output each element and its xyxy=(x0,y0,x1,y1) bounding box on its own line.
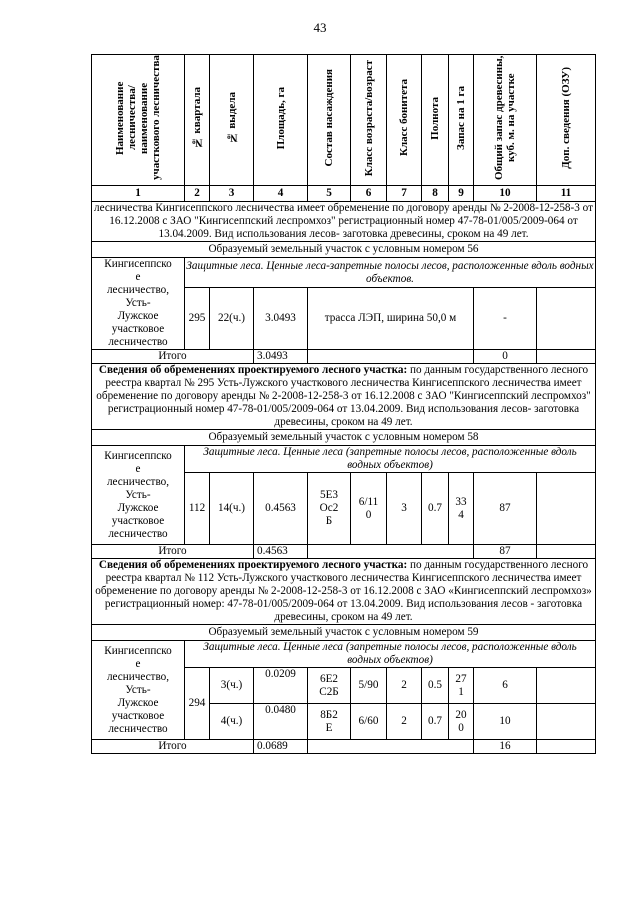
plot-58-extra xyxy=(537,473,596,545)
header-cell xyxy=(351,55,387,186)
column-number: 6 xyxy=(351,186,387,202)
plot-59-extra xyxy=(537,668,596,704)
plot-58-bonitet: 3 xyxy=(387,473,422,545)
plot-59-total-extra xyxy=(537,740,596,754)
header-extra-info: Доп. сведения (ОЗУ) xyxy=(560,67,572,169)
header-cell xyxy=(537,55,596,186)
plot-58-density: 0.7 xyxy=(422,473,449,545)
column-number: 11 xyxy=(537,186,596,202)
plot-59-total-empty xyxy=(308,740,474,754)
plot-58-total-empty xyxy=(308,545,474,559)
plot-59-area: 0.0209 xyxy=(254,668,308,704)
plot-59-total-stock: 6 xyxy=(474,668,537,704)
header-age-class: Класс возраста/возраст xyxy=(362,59,375,177)
plot-59-forestry-name: Кингисеппско е лесничество, Усть- Лужское участковое лесничество xyxy=(92,641,185,740)
continuation-row xyxy=(92,202,596,242)
header-forestry-name: Наименование лесничества/ наименование участкового лесничества xyxy=(114,55,162,181)
encumbrance-112 xyxy=(92,559,596,625)
plot-59-bonitet: 2 xyxy=(387,704,422,740)
plot-56-kvartal: 295 xyxy=(185,288,210,350)
plot-58-total-label: Итого xyxy=(92,545,254,559)
plot-58-forestry-name: Кингисеппско е лесничество, Усть- Лужское участковое лесничество xyxy=(92,446,185,545)
header-area: Площадь, га xyxy=(274,86,287,150)
page-number: 43 xyxy=(313,20,327,35)
header-vydel: № выдела xyxy=(225,92,238,144)
plot-56-vydel: 22(ч.) xyxy=(210,288,254,350)
plot-59-title-row xyxy=(92,625,596,641)
header-cell xyxy=(387,55,422,186)
plot-58-age: 6/11 0 xyxy=(351,473,387,545)
column-number-row xyxy=(92,186,596,202)
plot-56-total-stock-sum: 0 xyxy=(474,350,537,364)
plot-56-protection-row xyxy=(92,258,596,288)
column-number: 5 xyxy=(308,186,351,202)
encumbrance-112-row xyxy=(92,559,596,625)
header-cell xyxy=(449,55,474,186)
plot-59-vydel: 4(ч.) xyxy=(210,704,254,740)
plot-56-total-stock: - xyxy=(474,288,537,350)
plot-58-total-stock: 87 xyxy=(474,473,537,545)
header-density: Полнота xyxy=(429,96,441,140)
column-number: 2 xyxy=(185,186,210,202)
plot-58-area: 0.4563 xyxy=(254,473,308,545)
plot-56-area: 3.0493 xyxy=(254,288,308,350)
plot-56-forestry-name: Кингисеппско е лесничество, Усть- Лужское участковое лесничество xyxy=(92,258,185,350)
header-row xyxy=(92,55,596,186)
plot-58-title-row xyxy=(92,430,596,446)
plot-59-age: 6/60 xyxy=(351,704,387,740)
plot-59-total-stock-sum: 16 xyxy=(474,740,537,754)
encumbrance-295 xyxy=(92,364,596,430)
plot-59-total-stock: 10 xyxy=(474,704,537,740)
plot-58-total-area: 0.4563 xyxy=(254,545,308,559)
encumbrance-295-lead: Сведения об обременениях проектируемого лесного участка: xyxy=(98,364,408,376)
plot-56-total-row xyxy=(92,350,596,364)
plot-59-bonitet: 2 xyxy=(387,668,422,704)
plot-56-title: Образуемый земельный участок с условным номером 56 xyxy=(92,242,596,258)
plot-58-stock-per-ha: 33 4 xyxy=(449,473,474,545)
plot-59-kvartal: 294 xyxy=(185,668,210,740)
header-cell xyxy=(185,55,210,186)
header-cell xyxy=(210,55,254,186)
encumbrance-112-text: по данным государственного лесного реестра квартал № 112 Усть-Лужского участкового лесничества Кингисеппского лесничества имеет обременение по договору аренды № 2-2008-12-258-3 от 16.12.2008 с ЗАО «Кингисеппский леспромхоз» регистрационный номер: 47-78-01/005/2009-064 от 13.04.2009. Вид использования лесов - заготовка древесины, сроком на 49 лет. xyxy=(95,559,592,623)
plot-59-composition: 8Б2 Е xyxy=(308,704,351,740)
header-cell xyxy=(308,55,351,186)
column-number: 1 xyxy=(92,186,185,202)
header-cell xyxy=(254,55,308,186)
plot-58-protection-row xyxy=(92,446,596,473)
plot-56-total-extra xyxy=(537,350,596,364)
plot-58-total-extra xyxy=(537,545,596,559)
plot-58-protection: Защитные леса. Ценные леса (запретные полосы лесов, расположенные вдоль водных объектов) xyxy=(185,446,596,473)
plot-59-area: 0.0480 xyxy=(254,704,308,740)
plot-56-total-label: Итого xyxy=(92,350,254,364)
encumbrance-295-text: по данным государственного лесного реестра квартал № 295 Усть-Лужского участкового лесничества Кингисеппского лесничества имеет обременение по договору аренды № 2-2008-12-258-3 от 16.12.2008 с ЗАО "Кингисеппский леспромхоз" регистрационный номер 47-78-01/005/2009-064 от 13.04.2009. Вид использования лесов- заготовка древесины, сроком на 49 лет. xyxy=(96,364,591,428)
plot-59-age: 5/90 xyxy=(351,668,387,704)
plot-59-stock-per-ha: 27 1 xyxy=(449,668,474,704)
plot-59-protection: Защитные леса. Ценные леса (запретные полосы лесов, расположенные вдоль водных объектов) xyxy=(185,641,596,668)
plot-59-density: 0.5 xyxy=(422,668,449,704)
column-number: 10 xyxy=(474,186,537,202)
plot-56-title-row xyxy=(92,242,596,258)
plot-59-total-area: 0.0689 xyxy=(254,740,308,754)
plot-59-stock-per-ha: 20 0 xyxy=(449,704,474,740)
encumbrance-112-lead: Сведения об обременениях проектируемого лесного участка: xyxy=(98,559,408,571)
plot-58-kvartal: 112 xyxy=(185,473,210,545)
header-total-stock: Общий запас древесины, куб. м. на участке xyxy=(493,55,517,181)
plot-58-composition: 5Е3 Ос2 Б xyxy=(308,473,351,545)
plot-59-title: Образуемый земельный участок с условным номером 59 xyxy=(92,625,596,641)
plot-56-protection: Защитные леса. Ценные леса-запретные полосы лесов, расположенные вдоль водных объектов. xyxy=(185,258,596,288)
plot-58-total-stock-sum: 87 xyxy=(474,545,537,559)
plot-58-total-row xyxy=(92,545,596,559)
plot-58-title: Образуемый земельный участок с условным номером 58 xyxy=(92,430,596,446)
continuation-text: лесничества Кингисеппского лесничества имеет обременение по договору аренды № 2-2008-12-258-3 от 16.12.2008 с ЗАО "Кингисеппский леспромхоз" регистрационный номер 47-78-01/005/2009-064 от 13.04.2009. Вид использования лесов- заготовка древесины, сроком на 49 лет. xyxy=(92,202,596,242)
header-kvartal: № квартала xyxy=(191,87,203,149)
column-number: 3 xyxy=(210,186,254,202)
header-cell xyxy=(92,55,185,186)
plot-56-total-empty xyxy=(308,350,474,364)
encumbrance-295-row xyxy=(92,364,596,430)
plot-59-composition: 6Е2 С2Б xyxy=(308,668,351,704)
plot-59-total-label: Итого xyxy=(92,740,254,754)
plot-56-composition: трасса ЛЭП, ширина 50,0 м xyxy=(308,288,474,350)
header-bonitet: Класс бонитета xyxy=(398,79,410,157)
column-number: 9 xyxy=(449,186,474,202)
plot-59-protection-row xyxy=(92,641,596,668)
plot-59-vydel: 3(ч.) xyxy=(210,668,254,704)
header-cell xyxy=(474,55,537,186)
plot-56-extra xyxy=(537,288,596,350)
column-number: 7 xyxy=(387,186,422,202)
header-composition: Состав насаждения xyxy=(323,69,335,167)
plot-58-vydel: 14(ч.) xyxy=(210,473,254,545)
plot-59-total-row xyxy=(92,740,596,754)
header-cell xyxy=(422,55,449,186)
header-stock-per-ha: Запас на 1 га xyxy=(455,86,467,150)
column-number: 4 xyxy=(254,186,308,202)
column-number: 8 xyxy=(422,186,449,202)
plot-56-total-area: 3.0493 xyxy=(254,350,308,364)
forest-plots-table xyxy=(91,54,596,754)
plot-59-density: 0.7 xyxy=(422,704,449,740)
plot-59-extra xyxy=(537,704,596,740)
